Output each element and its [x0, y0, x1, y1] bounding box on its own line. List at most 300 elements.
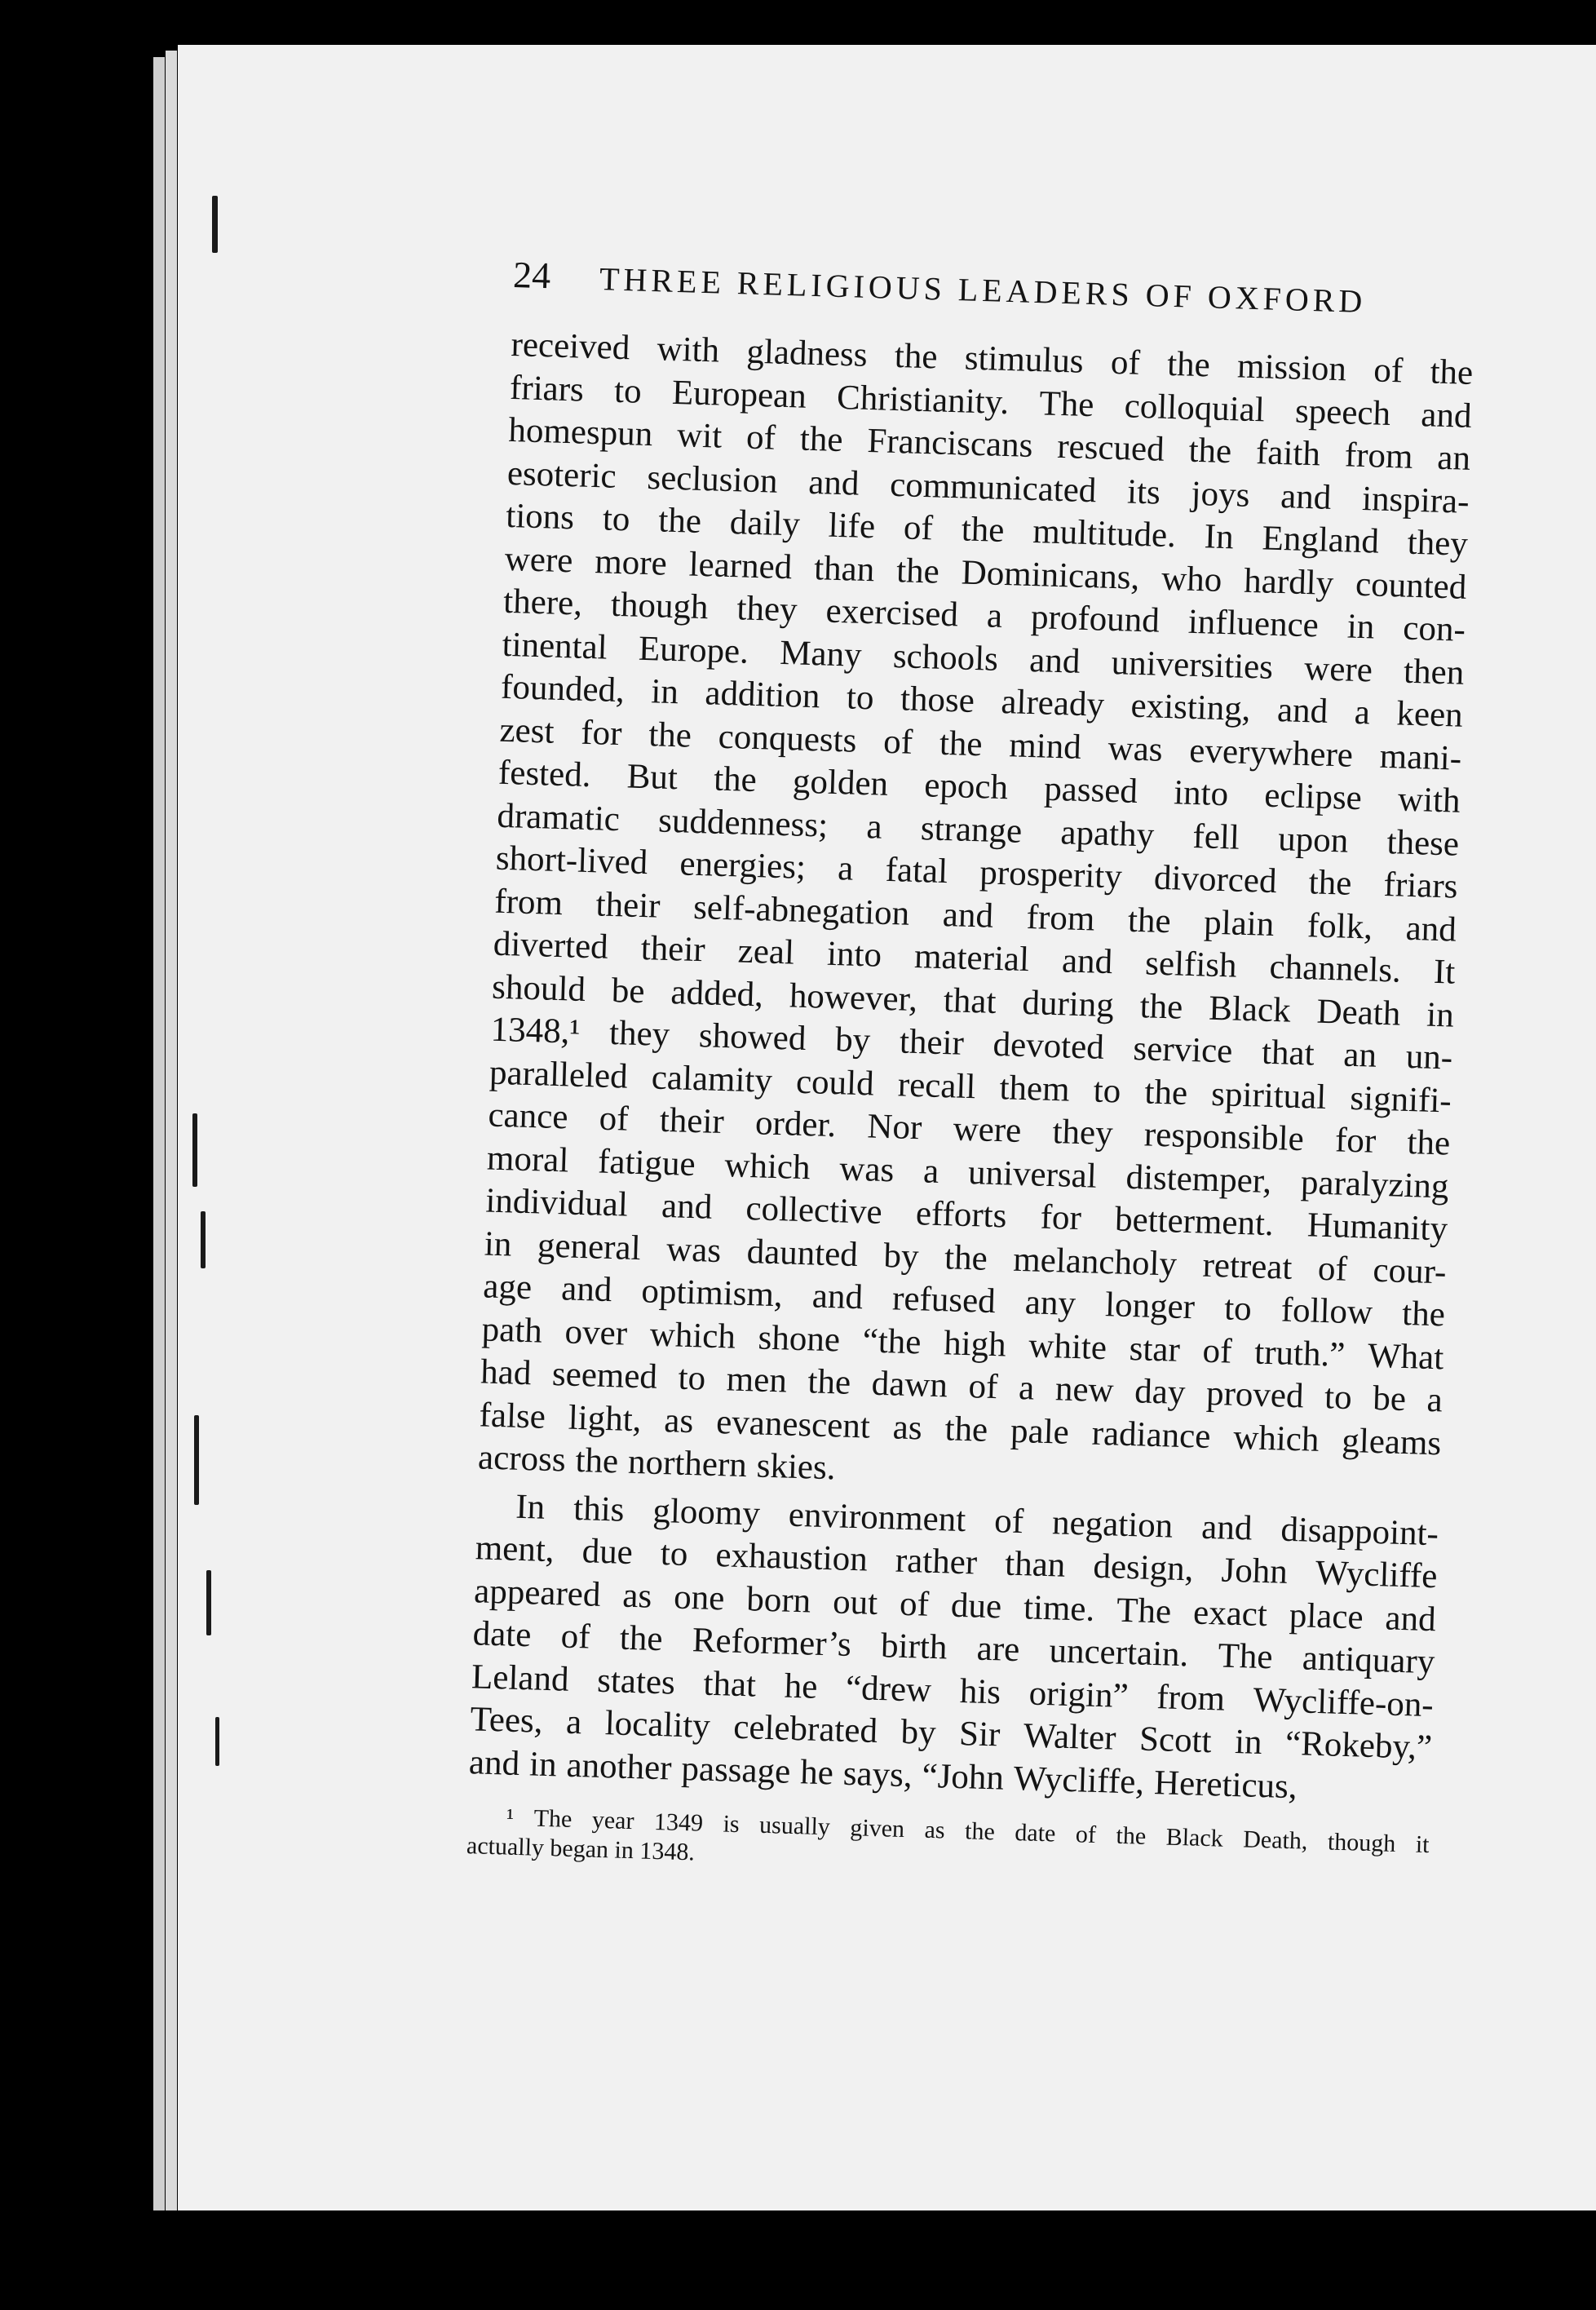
word: profound — [1030, 598, 1161, 640]
word: founded, — [500, 667, 626, 710]
word: from — [493, 882, 564, 923]
page-number: 24 — [512, 253, 551, 297]
word: Wycliffe-on- — [1252, 1680, 1435, 1724]
word: the — [1406, 1122, 1451, 1163]
word: follow — [1280, 1290, 1373, 1332]
word: for — [1334, 1121, 1377, 1161]
word: new — [1054, 1370, 1115, 1410]
word: con- — [1402, 608, 1466, 649]
word: out — [832, 1582, 878, 1622]
word: proved — [1205, 1374, 1305, 1416]
binding-mark — [206, 1570, 211, 1635]
word: the — [944, 1409, 988, 1449]
word: radiance — [1091, 1414, 1212, 1456]
word: Wycliffe, — [1013, 1759, 1145, 1802]
word: them — [998, 1068, 1071, 1109]
word: life — [828, 506, 876, 547]
word: counted — [1355, 564, 1467, 607]
word: as — [892, 1407, 923, 1447]
word: than — [1004, 1544, 1067, 1585]
word: had — [480, 1352, 533, 1393]
word: material — [913, 936, 1030, 980]
word: for — [580, 713, 623, 753]
word: as — [924, 1816, 946, 1844]
word: It — [1433, 952, 1456, 992]
word: of — [899, 1584, 930, 1624]
word: the — [1127, 901, 1172, 940]
word: over — [564, 1312, 628, 1353]
word: colloquial — [1124, 386, 1266, 429]
word: due — [950, 1586, 1002, 1626]
word: “Rokeby,” — [1284, 1724, 1433, 1768]
word: he — [799, 1752, 834, 1792]
word: was — [838, 1148, 895, 1189]
word: in — [650, 672, 679, 712]
word: individual — [484, 1181, 629, 1224]
word: another — [565, 1746, 673, 1788]
word: a — [986, 596, 1003, 635]
word: folk, — [1306, 905, 1373, 947]
word: of — [745, 418, 776, 458]
word: efforts — [915, 1194, 1008, 1236]
word: and — [1420, 395, 1473, 436]
word: light, — [568, 1398, 643, 1439]
word: in — [484, 1224, 513, 1263]
word: which — [723, 1145, 811, 1187]
word: What — [1367, 1336, 1444, 1377]
word: addition — [704, 674, 821, 716]
word: “John — [921, 1756, 1005, 1798]
word: into — [826, 934, 882, 975]
word: to — [846, 678, 875, 718]
word: of — [1373, 351, 1404, 391]
word: The — [1116, 1591, 1172, 1631]
binding-mark — [201, 1211, 206, 1268]
word: to — [613, 371, 643, 411]
word: could — [795, 1062, 875, 1104]
word: tions — [505, 496, 575, 538]
word: fatigue — [597, 1142, 696, 1184]
word: strange — [920, 808, 1023, 851]
word: the — [1166, 344, 1211, 385]
footnote-line: actually began in 1348. — [466, 1832, 696, 1866]
word: any — [1024, 1283, 1077, 1323]
word: the — [944, 1237, 988, 1278]
word: 1348,¹ — [490, 1010, 581, 1051]
page-content — [466, 253, 1475, 1889]
word: mani- — [1379, 737, 1462, 778]
word: by — [834, 1020, 871, 1060]
word: keen — [1395, 694, 1464, 735]
running-title: THREE RELIGIOUS LEADERS OF OXFORD — [599, 260, 1367, 321]
word: showed — [698, 1016, 807, 1059]
word: a — [922, 1151, 939, 1191]
word: mind — [1008, 725, 1082, 767]
word: are — [976, 1629, 1020, 1670]
word: of — [1110, 343, 1141, 383]
word: states — [596, 1661, 676, 1702]
word: this — [573, 1489, 626, 1529]
word: Reformer’s — [692, 1621, 852, 1665]
word: friars — [1382, 865, 1459, 906]
word: with — [656, 330, 720, 370]
word: fested. — [497, 753, 592, 795]
word: schools — [892, 636, 999, 679]
word: should — [491, 967, 586, 1009]
word: European — [671, 373, 807, 416]
word: golden — [792, 762, 889, 803]
word: to — [602, 499, 631, 539]
word: with — [1397, 780, 1461, 821]
word: inspira- — [1361, 479, 1470, 521]
word: Black — [1165, 1823, 1224, 1852]
word: skies. — [756, 1446, 837, 1488]
word: origin” — [1028, 1674, 1130, 1715]
word: universal — [967, 1153, 1098, 1196]
word: that — [1261, 1033, 1315, 1073]
word: eclipse — [1263, 776, 1363, 818]
word: their — [595, 884, 661, 926]
word: of — [903, 508, 934, 548]
word: Leland — [471, 1657, 570, 1699]
word: Sir — [958, 1715, 1001, 1755]
word: be — [611, 971, 646, 1011]
word: there, — [502, 582, 583, 623]
word: Humanity — [1306, 1206, 1448, 1249]
word: of — [1201, 1331, 1233, 1371]
word: everywhere — [1188, 731, 1354, 775]
word: then — [1403, 652, 1465, 693]
word: betterment. — [1114, 1200, 1275, 1244]
word: signifi- — [1349, 1078, 1452, 1121]
word: they — [736, 589, 798, 630]
word: to — [677, 1358, 706, 1398]
word: upon — [1277, 819, 1349, 861]
word: homespun — [507, 410, 653, 454]
word: responsible — [1143, 1115, 1305, 1159]
word: those — [900, 679, 975, 720]
page-edge-2 — [166, 51, 177, 2210]
word: divorced — [1153, 858, 1278, 901]
word: place — [1289, 1595, 1364, 1637]
word: dawn — [871, 1364, 948, 1405]
word: and — [468, 1742, 520, 1783]
word: than — [813, 548, 875, 589]
word: and — [811, 1277, 864, 1317]
word: The — [1038, 383, 1095, 424]
word: gleams — [1341, 1421, 1442, 1463]
word: a — [837, 849, 855, 888]
word: is — [723, 1810, 741, 1839]
word: of — [560, 1617, 591, 1657]
word: the — [964, 1817, 996, 1846]
word: and — [661, 1186, 713, 1227]
word: melancholy — [1012, 1240, 1178, 1284]
word: channels. — [1269, 947, 1402, 990]
word: that — [702, 1664, 757, 1705]
word: mission — [1236, 347, 1347, 389]
word: locality — [604, 1704, 711, 1746]
word: of — [882, 722, 913, 762]
word: white — [1028, 1325, 1107, 1367]
word: an — [1342, 1035, 1377, 1075]
word: The — [1218, 1636, 1274, 1677]
word: though — [610, 585, 710, 627]
word: their — [899, 1022, 965, 1063]
word: paralyzing — [1300, 1162, 1450, 1206]
word: suddenness; — [657, 801, 829, 845]
word: in — [1234, 1723, 1263, 1763]
word: by — [900, 1712, 937, 1753]
word: devoted — [992, 1024, 1105, 1067]
word: stimulus — [964, 339, 1085, 381]
word: daunted — [746, 1232, 859, 1274]
word: Franciscans — [866, 421, 1034, 465]
word: order. — [754, 1104, 837, 1145]
page-edge-1 — [153, 57, 165, 2210]
word: and — [1028, 640, 1081, 681]
word: friars — [509, 368, 585, 409]
word: a — [565, 1702, 582, 1742]
word: rather — [895, 1541, 978, 1582]
word: a — [1018, 1368, 1035, 1408]
word: in — [1346, 607, 1376, 647]
word: they — [1051, 1113, 1114, 1153]
word: hardly — [1243, 561, 1334, 603]
word: evanescent — [715, 1402, 871, 1446]
word: conquests — [718, 717, 858, 760]
word: a — [1354, 693, 1371, 732]
word: date — [472, 1614, 533, 1655]
word: says, — [842, 1754, 913, 1794]
word: service — [1132, 1029, 1233, 1071]
word: by — [882, 1236, 920, 1276]
word: zest — [498, 710, 555, 751]
word: dramatic — [496, 796, 621, 839]
word: was — [665, 1229, 722, 1270]
word: short-lived — [495, 839, 648, 883]
word: they — [1407, 523, 1469, 564]
word: England — [1261, 519, 1380, 561]
word: more — [594, 542, 668, 583]
word: false — [479, 1395, 546, 1436]
word: of — [599, 1099, 630, 1139]
word: usually — [758, 1811, 831, 1841]
word: the — [1308, 863, 1353, 903]
word: recall — [897, 1064, 977, 1106]
word: a — [865, 807, 883, 847]
word: Hereticus, — [1153, 1763, 1298, 1806]
word: these — [1386, 822, 1460, 864]
word: zeal — [737, 932, 795, 972]
word: and — [1276, 691, 1329, 731]
word: calamity — [651, 1057, 773, 1100]
word: celebrated — [732, 1707, 878, 1751]
word: the — [894, 336, 939, 377]
word: communicated — [889, 465, 1098, 510]
word: gladness — [745, 332, 869, 374]
word: the — [574, 1440, 619, 1481]
word: and — [807, 462, 860, 503]
word: birth — [880, 1626, 948, 1667]
word: passage — [680, 1749, 791, 1791]
word: joys — [1191, 474, 1251, 515]
word: esoteric — [506, 454, 617, 496]
word: gloomy — [652, 1491, 761, 1533]
word: existing, — [1130, 686, 1252, 729]
word: for — [1040, 1197, 1082, 1238]
word: and — [942, 895, 994, 936]
word: the — [1187, 431, 1232, 471]
word: the — [799, 419, 844, 460]
word: to — [1223, 1289, 1253, 1329]
word: the — [939, 724, 984, 763]
word: he — [784, 1666, 819, 1706]
word: in — [1426, 995, 1455, 1035]
word: star — [1129, 1329, 1181, 1370]
paragraph-2 — [468, 1485, 1439, 1812]
word: speech — [1294, 392, 1391, 433]
word: refused — [891, 1279, 997, 1321]
word: tinental — [502, 625, 608, 667]
word: its — [1126, 471, 1161, 512]
word: their — [640, 929, 706, 970]
word: to — [660, 1534, 689, 1574]
word: into — [1173, 773, 1229, 814]
word: however, — [789, 976, 918, 1019]
word: were — [504, 539, 574, 580]
word: of — [993, 1501, 1024, 1541]
word: his — [959, 1671, 1001, 1711]
word: prosperity — [979, 853, 1123, 896]
word: from — [1156, 1677, 1226, 1719]
word: born — [745, 1579, 811, 1621]
word: exact — [1192, 1592, 1268, 1634]
binding-mark — [212, 196, 218, 253]
paragraph-1 — [477, 324, 1474, 1508]
word: which — [649, 1315, 736, 1356]
word: paralleled — [489, 1053, 629, 1096]
word: learned — [688, 545, 793, 586]
word: day — [1134, 1372, 1187, 1413]
word: the — [713, 759, 758, 800]
word: of — [1075, 1821, 1097, 1849]
word: design, — [1092, 1547, 1195, 1589]
word: already — [1000, 682, 1105, 724]
word: added, — [670, 972, 764, 1014]
word: John — [1220, 1551, 1289, 1591]
word: the — [648, 715, 692, 755]
word: men — [726, 1360, 788, 1401]
word: though — [1327, 1828, 1396, 1857]
word: cance — [487, 1095, 569, 1137]
word: multitude. — [1032, 512, 1177, 555]
word: uncertain. — [1048, 1631, 1190, 1675]
word: it — [1415, 1830, 1430, 1859]
word: as — [663, 1401, 694, 1440]
word: during — [1021, 983, 1115, 1024]
word: were — [953, 1109, 1022, 1150]
word: Black — [1208, 989, 1292, 1030]
word: were — [1303, 648, 1373, 689]
word: 1349 — [653, 1808, 704, 1837]
word: ¹ — [506, 1803, 515, 1831]
word: Death, — [1242, 1825, 1308, 1855]
word: and — [1405, 909, 1457, 949]
word: age — [482, 1267, 533, 1308]
word: Tees, — [469, 1700, 544, 1741]
word: the — [1143, 1072, 1188, 1113]
word: be — [1372, 1378, 1407, 1419]
word: was — [1107, 728, 1164, 769]
word: northern — [627, 1442, 748, 1485]
word: who — [1161, 559, 1223, 600]
word: high — [943, 1323, 1007, 1364]
word: Nor — [866, 1107, 923, 1148]
word: the — [807, 1362, 851, 1402]
word: time. — [1023, 1587, 1095, 1629]
word: In — [515, 1487, 546, 1527]
word: of — [1317, 1249, 1348, 1289]
word: environment — [788, 1495, 966, 1539]
word: that — [943, 980, 997, 1021]
word: negation — [1051, 1502, 1174, 1546]
word: influence — [1187, 602, 1320, 645]
word: a — [1426, 1380, 1443, 1420]
word: the — [1401, 1294, 1446, 1334]
word: Scott — [1138, 1719, 1213, 1761]
word: daily — [729, 503, 801, 544]
word: from — [1026, 897, 1096, 938]
word: wit — [676, 416, 723, 456]
word: In — [1204, 517, 1235, 557]
word: Death — [1315, 992, 1401, 1033]
word: from — [1344, 436, 1414, 476]
word: Europe. — [638, 629, 749, 671]
word: retreat — [1201, 1246, 1293, 1287]
word: the — [1116, 1821, 1147, 1850]
word: received — [510, 325, 630, 368]
word: exhaustion — [714, 1536, 869, 1579]
word: an — [1436, 438, 1471, 478]
word: apathy — [1059, 812, 1155, 855]
word: appeared — [473, 1571, 602, 1614]
word: antiquary — [1302, 1639, 1435, 1682]
word: disappoint- — [1280, 1510, 1439, 1553]
word: and — [1200, 1507, 1253, 1548]
word: path — [481, 1309, 543, 1351]
word: self-abnegation — [692, 887, 910, 933]
word: plain — [1203, 902, 1275, 944]
word: Walter — [1023, 1716, 1117, 1758]
word: un- — [1405, 1037, 1453, 1078]
word: the — [619, 1618, 664, 1659]
word: across — [477, 1438, 567, 1480]
word: they — [608, 1013, 670, 1055]
word: one — [673, 1578, 726, 1617]
word: “the — [862, 1321, 922, 1361]
word: their — [659, 1100, 725, 1142]
word: Christianity. — [836, 378, 1010, 422]
word: of — [967, 1367, 999, 1407]
word: to — [1093, 1071, 1121, 1111]
word: The — [533, 1804, 573, 1833]
word: the — [657, 501, 702, 541]
word: general — [537, 1225, 642, 1268]
word: epoch — [923, 766, 1009, 808]
word: Many — [779, 633, 863, 675]
word: pale — [1010, 1411, 1070, 1452]
